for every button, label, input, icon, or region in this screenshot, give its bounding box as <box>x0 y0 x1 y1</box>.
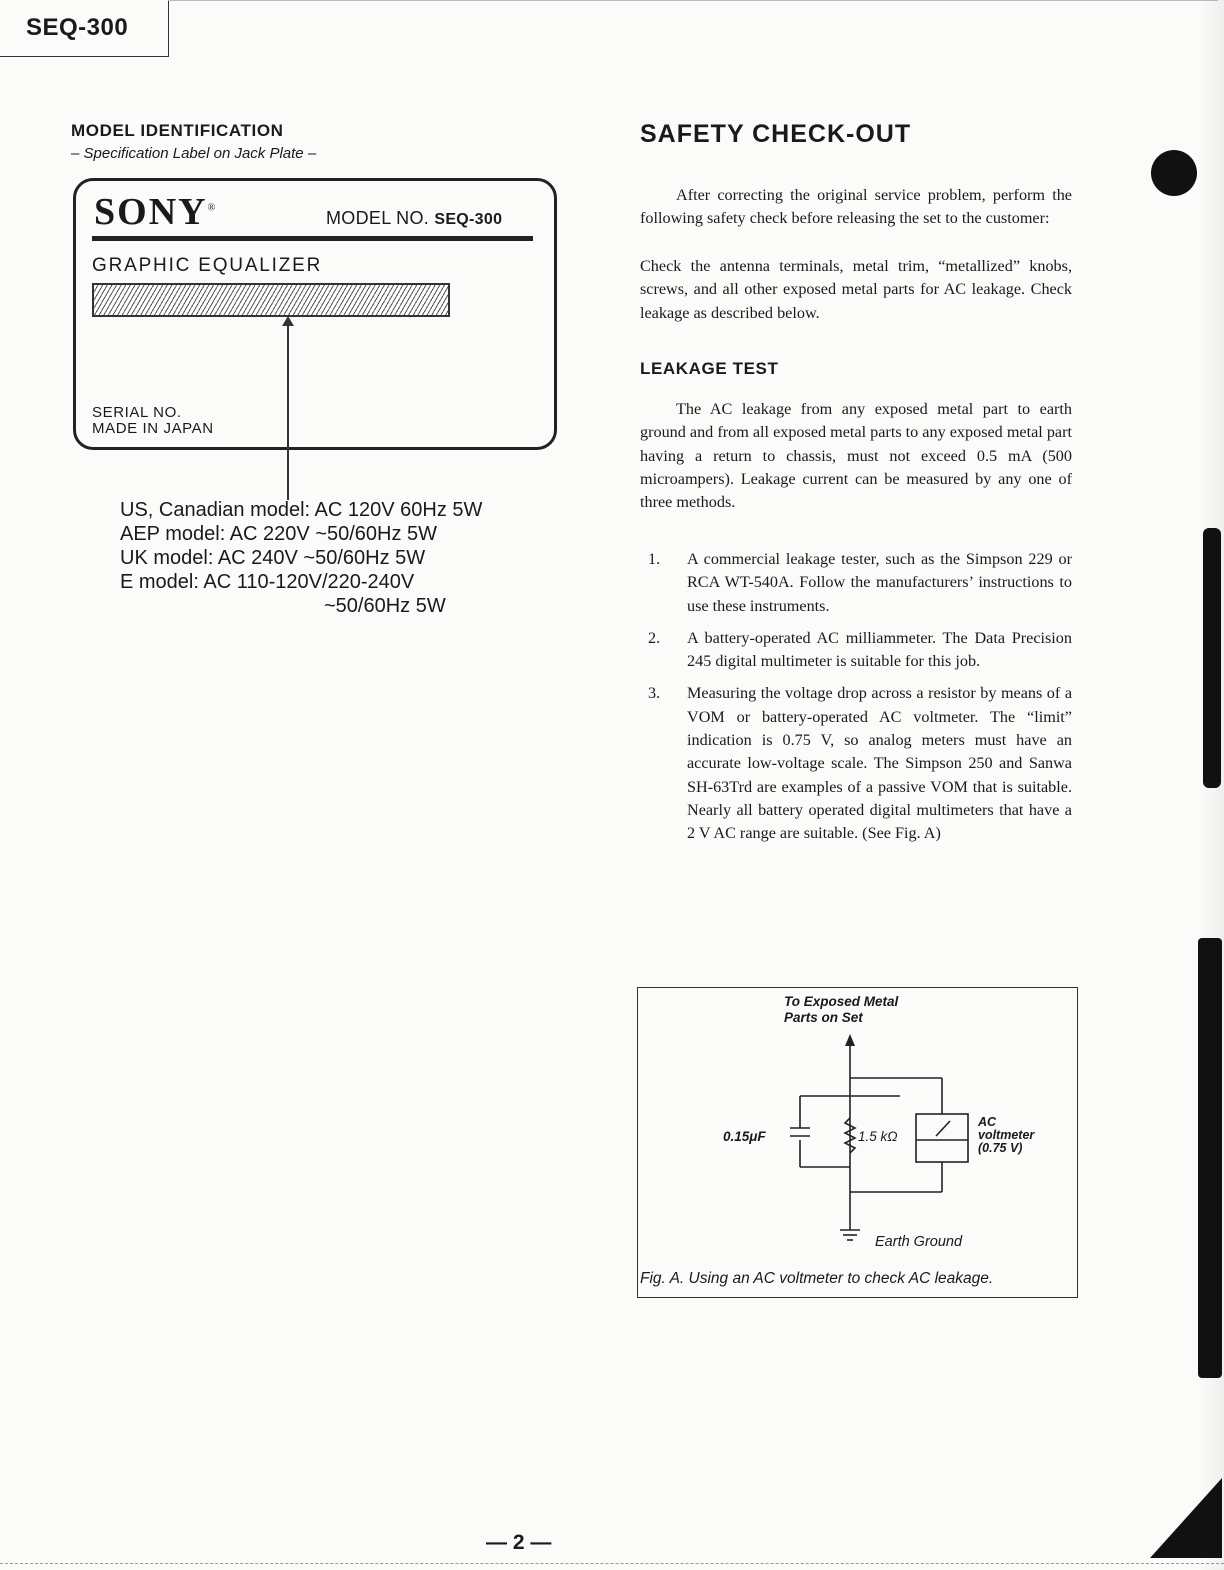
leakage-test-heading: LEAKAGE TEST <box>640 359 779 378</box>
figure-caption: Fig. A. Using an AC voltmeter to check AC leakage. <box>640 1270 994 1287</box>
product-name: GRAPHIC EQUALIZER <box>92 255 323 276</box>
methods-list <box>640 548 1072 855</box>
bottom-rule <box>0 1563 1224 1564</box>
meter-icon <box>916 1114 968 1162</box>
page-number: — 2 — <box>486 1531 552 1554</box>
arrow-up-icon <box>845 1034 855 1046</box>
resistor-label: 1.5 kΩ <box>858 1129 898 1144</box>
page-corner-shadow <box>1150 1478 1222 1558</box>
serial-label: SERIAL NO. <box>92 404 182 421</box>
power-line: US, Canadian model: AC 120V 60Hz 5W <box>120 499 483 521</box>
safety-intro: After correcting the original service problem, perform the following safety check before releasing the set to the customer: <box>640 186 1072 228</box>
label-divider <box>92 236 533 241</box>
serial-block <box>92 405 214 437</box>
safety-check-text: Check the antenna terminals, metal trim, “metallized” knobs, screws, and all other exposed metal parts for AC leakage. Check leakage as described below. <box>640 257 1072 322</box>
power-line: ~50/60Hz 5W <box>324 595 446 617</box>
earth-ground-label: Earth Ground <box>875 1234 963 1250</box>
leakage-intro: The AC leakage from any exposed metal part to earth ground and from all exposed metal parts to any exposed metal part having a return to chassis, must not exceed 0.5 mA (500 microampers). Leakage current can be measured by any one of three methods. <box>640 400 1072 512</box>
model-number: MODEL NO. SEQ-300 <box>326 208 503 228</box>
pointer-arrow-icon <box>282 316 294 326</box>
binding-hole <box>1151 150 1197 196</box>
meter-label: AC voltmeter (0.75 V) <box>978 1115 1035 1155</box>
sony-logo: SONY® <box>94 191 218 233</box>
capacitor-label: 0.15μF <box>723 1129 766 1144</box>
power-line: E model: AC 110-120V/220-240V <box>120 571 415 593</box>
figure-top-label: To Exposed Metal Parts on Set <box>784 994 899 1025</box>
model-identification-subheading: – Specification Label on Jack Plate – <box>71 145 317 162</box>
power-ratings <box>120 498 482 618</box>
made-in-label: MADE IN JAPAN <box>92 420 214 437</box>
rating-field-hatched <box>92 283 450 317</box>
power-line: UK model: AC 240V ~50/60Hz 5W <box>120 547 426 569</box>
list-item: 3. Measuring the voltage drop across a resistor by means of a VOM or battery-operated AC voltmeter. The “limit” indication is 0.75 V, so analog meters must have an accurate low-voltage scale. The Simpson 250 and Sanwa SH-63Trd are examples of a passive VOM that is suitable. Nearly all battery operated digital multimeters that have a 2 V AC range are suitable. (See Fig. A) <box>648 684 1072 843</box>
power-line: AEP model: AC 220V ~50/60Hz 5W <box>120 523 438 545</box>
list-item: 2. A battery-operated AC milliammeter. The Data Precision 245 digital multimeter is suitable for this job. <box>648 628 1072 671</box>
binding-clip <box>1203 528 1221 788</box>
model-tab <box>0 0 169 57</box>
list-item: 1. A commercial leakage tester, such as the Simpson 229 or RCA WT-540A. Follow the manufacturers’ instructions to use these instruments. <box>648 550 1072 615</box>
binding-clip <box>1198 938 1222 1378</box>
model-tab-label: SEQ-300 <box>26 14 129 41</box>
safety-title: SAFETY CHECK-OUT <box>640 120 912 148</box>
model-identification-heading: MODEL IDENTIFICATION <box>71 121 284 140</box>
top-rule <box>168 0 1218 1</box>
pointer-line <box>287 320 289 500</box>
